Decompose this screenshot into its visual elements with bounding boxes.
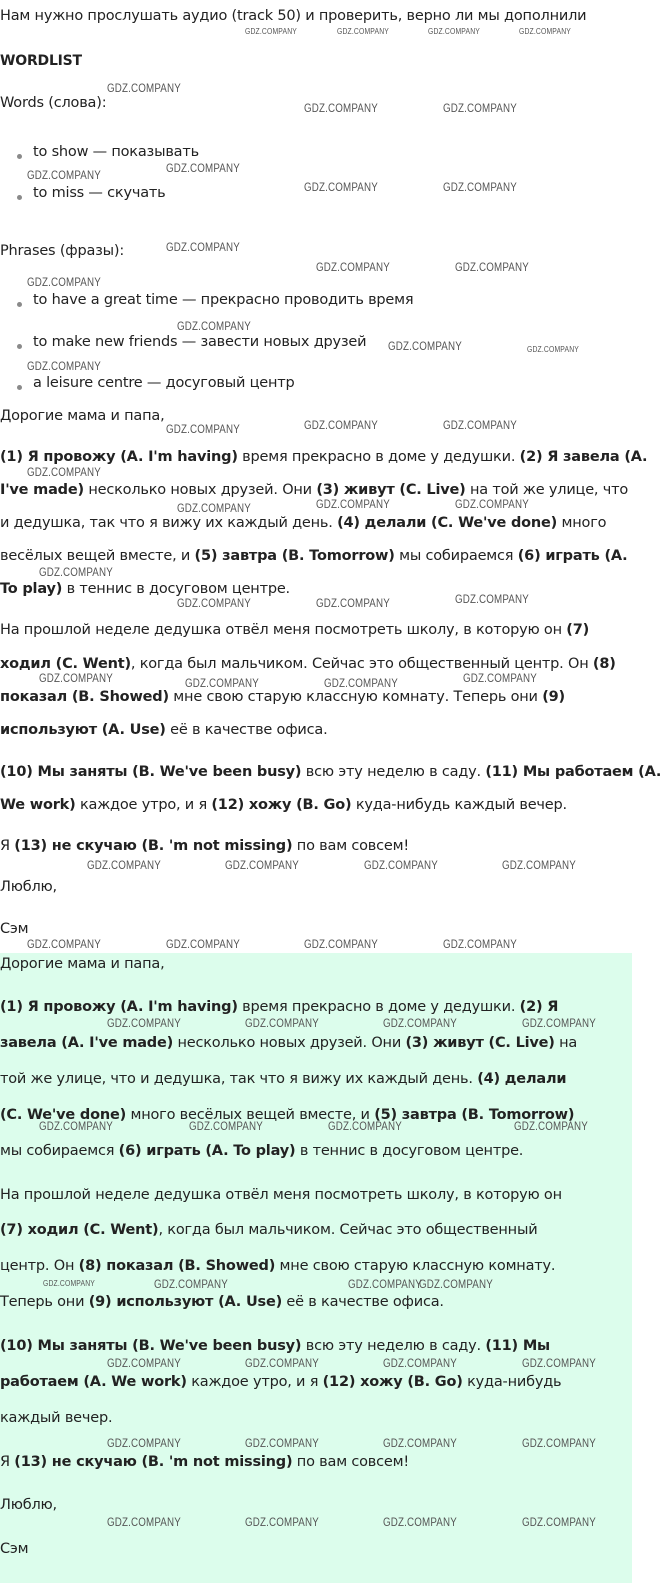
watermark-text: GDZ.COMPANY: [316, 598, 390, 610]
phrase-item: to make new friends — завести новых друзей: [33, 334, 367, 350]
letter1-line: I've made) несколько новых друзей. Они (3) живут (C. Live) на той же улице, что: [0, 482, 629, 498]
watermark-text: GDZ.COMPANY: [245, 1358, 319, 1370]
watermark-text: GDZ.COMPANY: [166, 424, 240, 436]
watermark-text: GDZ.COMPANY: [245, 1018, 319, 1030]
watermark-text: GDZ.COMPANY: [455, 262, 529, 274]
watermark-text: GDZ.COMPANY: [166, 939, 240, 951]
watermark-text: GDZ.COMPANY: [245, 27, 297, 36]
letter1-line: и дедушка, так что я вижу их каждый день. (4) делали (C. We've done) много: [0, 515, 607, 531]
letter1-line: На прошлой неделе дедушка отвёл меня посмотреть школу, в которую он (7): [0, 622, 590, 638]
letter2-line: мы собираемся (6) играть (A. To play) в теннис в досуговом центре.: [0, 1143, 524, 1159]
letter1-line: (10) Мы заняты (B. We've been busy) всю эту неделю в саду. (11) Мы работаем (A.: [0, 764, 661, 780]
letter1-closing: Люблю,: [0, 879, 57, 895]
letter1-line: To play) в теннис в досуговом центре.: [0, 581, 290, 597]
watermark-text: GDZ.COMPANY: [189, 1121, 263, 1133]
watermark-text: GDZ.COMPANY: [245, 1438, 319, 1450]
watermark-text: GDZ.COMPANY: [27, 939, 101, 951]
letter1-line: показал (B. Showed) мне свою старую классную комнату. Теперь они (9): [0, 689, 565, 705]
watermark-text: GDZ.COMPANY: [383, 1517, 457, 1529]
letter2-line: завела (A. I've made) несколько новых друзей. Они (3) живут (C. Live) на: [0, 1035, 578, 1051]
letter1-signature: Сэм: [0, 921, 29, 937]
watermark-text: GDZ.COMPANY: [304, 182, 378, 194]
watermark-text: GDZ.COMPANY: [107, 1018, 181, 1030]
letter1-line: используют (A. Use) её в качестве офиса.: [0, 722, 328, 738]
letter1-line: Я (13) не скучаю (B. 'm not missing) по вам совсем!: [0, 838, 409, 854]
watermark-text: GDZ.COMPANY: [522, 1358, 596, 1370]
watermark-text: GDZ.COMPANY: [39, 567, 113, 579]
letter2-line: (7) ходил (C. Went), когда был мальчиком. Сейчас это общественный: [0, 1222, 538, 1238]
watermark-text: GDZ.COMPANY: [43, 1279, 95, 1288]
watermark-text: GDZ.COMPANY: [27, 170, 101, 182]
watermark-text: GDZ.COMPANY: [107, 1358, 181, 1370]
watermark-text: GDZ.COMPANY: [107, 1517, 181, 1529]
watermark-text: GDZ.COMPANY: [522, 1517, 596, 1529]
letter2-line: (1) Я провожу (A. I'm having) время прекрасно в доме у дедушки. (2) Я: [0, 999, 559, 1015]
watermark-text: GDZ.COMPANY: [455, 594, 529, 606]
watermark-text: GDZ.COMPANY: [443, 420, 517, 432]
watermark-text: GDZ.COMPANY: [107, 1438, 181, 1450]
watermark-text: GDZ.COMPANY: [443, 103, 517, 115]
letter2-line: работаем (A. We work) каждое утро, и я (12) хожу (B. Go) куда-нибудь: [0, 1374, 562, 1390]
watermark-text: GDZ.COMPANY: [245, 1517, 319, 1529]
watermark-text: GDZ.COMPANY: [443, 182, 517, 194]
watermark-text: GDZ.COMPANY: [527, 345, 579, 354]
watermark-text: GDZ.COMPANY: [502, 860, 576, 872]
watermark-text: GDZ.COMPANY: [463, 673, 537, 685]
bullet: [17, 385, 22, 390]
watermark-text: GDZ.COMPANY: [304, 939, 378, 951]
letter2-line: центр. Он (8) показал (B. Showed) мне свою старую классную комнату.: [0, 1258, 556, 1274]
letter2-line: Я (13) не скучаю (B. 'm not missing) по вам совсем!: [0, 1454, 409, 1470]
bullet: [17, 302, 22, 307]
bullet: [17, 344, 22, 349]
watermark-text: GDZ.COMPANY: [337, 27, 389, 36]
letter1-line: We work) каждое утро, и я (12) хожу (B. Go) куда-нибудь каждый вечер.: [0, 797, 567, 813]
watermark-text: GDZ.COMPANY: [383, 1358, 457, 1370]
watermark-text: GDZ.COMPANY: [388, 341, 462, 353]
watermark-text: GDZ.COMPANY: [39, 673, 113, 685]
letter2-signature: Сэм: [0, 1541, 29, 1557]
watermark-text: GDZ.COMPANY: [514, 1121, 588, 1133]
letter2-line: На прошлой неделе дедушка отвёл меня посмотреть школу, в которую он: [0, 1187, 562, 1203]
wordlist-title: WORDLIST: [0, 53, 82, 69]
watermark-text: GDZ.COMPANY: [519, 27, 571, 36]
watermark-text: GDZ.COMPANY: [27, 277, 101, 289]
watermark-text: GDZ.COMPANY: [419, 1279, 493, 1291]
words-label: Words (слова):: [0, 95, 107, 111]
watermark-text: GDZ.COMPANY: [225, 860, 299, 872]
word-item: to show — показывать: [33, 144, 199, 160]
watermark-text: GDZ.COMPANY: [177, 503, 251, 515]
word-item: to miss — скучать: [33, 185, 166, 201]
watermark-text: GDZ.COMPANY: [27, 361, 101, 373]
letter1-line: (1) Я провожу (A. I'm having) время прекрасно в доме у дедушки. (2) Я завела (A.: [0, 449, 648, 465]
letter2-greeting: Дорогие мама и папа,: [0, 956, 165, 972]
watermark-text: GDZ.COMPANY: [166, 242, 240, 254]
watermark-text: GDZ.COMPANY: [154, 1279, 228, 1291]
watermark-text: GDZ.COMPANY: [177, 321, 251, 333]
watermark-text: GDZ.COMPANY: [177, 598, 251, 610]
watermark-text: GDZ.COMPANY: [166, 163, 240, 175]
watermark-text: GDZ.COMPANY: [522, 1018, 596, 1030]
watermark-text: GDZ.COMPANY: [316, 262, 390, 274]
watermark-text: GDZ.COMPANY: [328, 1121, 402, 1133]
letter2-line: (C. We've done) много весёлых вещей вместе, и (5) завтра (B. Tomorrow): [0, 1107, 575, 1123]
watermark-text: GDZ.COMPANY: [522, 1438, 596, 1450]
phrases-label: Phrases (фразы):: [0, 243, 125, 259]
letter1-greeting: Дорогие мама и папа,: [0, 408, 165, 424]
watermark-text: GDZ.COMPANY: [364, 860, 438, 872]
watermark-text: GDZ.COMPANY: [443, 939, 517, 951]
letter2-line: Теперь они (9) используют (A. Use) её в качестве офиса.: [0, 1294, 444, 1310]
bullet: [17, 154, 22, 159]
watermark-text: GDZ.COMPANY: [348, 1279, 422, 1291]
watermark-text: GDZ.COMPANY: [185, 678, 259, 690]
letter2-line: (10) Мы заняты (B. We've been busy) всю эту неделю в саду. (11) Мы: [0, 1338, 550, 1354]
watermark-text: GDZ.COMPANY: [304, 103, 378, 115]
letter2-closing: Люблю,: [0, 1497, 57, 1513]
letter1-line: весёлых вещей вместе, и (5) завтра (B. Tomorrow) мы собираемся (6) играть (A.: [0, 548, 628, 564]
phrase-item: a leisure centre — досуговый центр: [33, 375, 295, 391]
letter1-line: ходил (C. Went), когда был мальчиком. Сейчас это общественный центр. Он (8): [0, 656, 616, 672]
bullet: [17, 195, 22, 200]
watermark-text: GDZ.COMPANY: [383, 1438, 457, 1450]
watermark-text: GDZ.COMPANY: [39, 1121, 113, 1133]
watermark-text: GDZ.COMPANY: [87, 860, 161, 872]
watermark-text: GDZ.COMPANY: [383, 1018, 457, 1030]
watermark-text: GDZ.COMPANY: [316, 499, 390, 511]
watermark-text: GDZ.COMPANY: [455, 499, 529, 511]
watermark-text: GDZ.COMPANY: [304, 420, 378, 432]
watermark-text: GDZ.COMPANY: [107, 83, 181, 95]
letter2-line: той же улице, что и дедушка, так что я вижу их каждый день. (4) делали: [0, 1071, 567, 1087]
intro-text: Нам нужно прослушать аудио (track 50) и проверить, верно ли мы дополнили: [0, 8, 587, 24]
phrase-item: to have a great time — прекрасно проводить время: [33, 292, 414, 308]
watermark-text: GDZ.COMPANY: [428, 27, 480, 36]
watermark-text: GDZ.COMPANY: [27, 467, 101, 479]
watermark-text: GDZ.COMPANY: [324, 678, 398, 690]
letter2-line: каждый вечер.: [0, 1410, 113, 1426]
